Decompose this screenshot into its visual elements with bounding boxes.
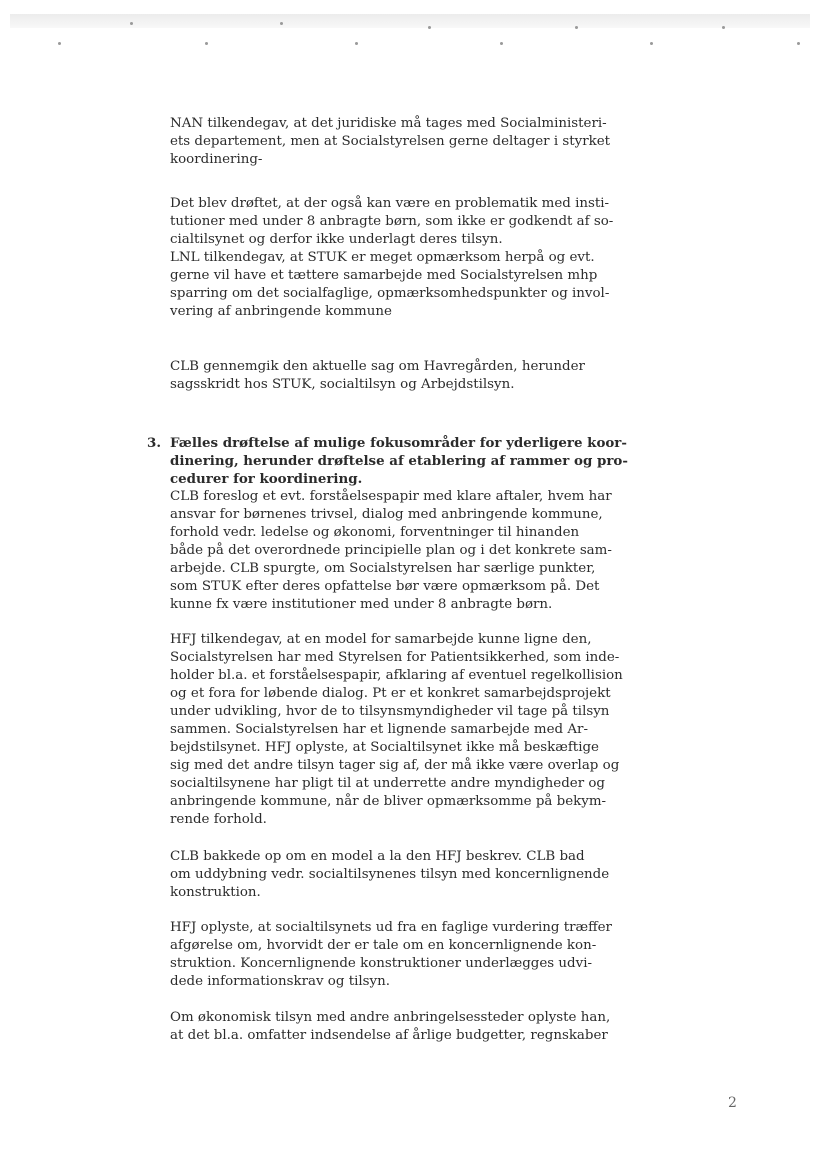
text-line: vering af anbringende kommune xyxy=(170,304,392,319)
section-heading-line: cedurer for koordinering. xyxy=(170,471,363,487)
text-line: tutioner med under 8 anbragte børn, som ikke er godkendt af so- xyxy=(170,214,614,229)
paragraph-institutions xyxy=(170,195,614,321)
section-3 xyxy=(170,434,628,614)
paragraph-clb-support xyxy=(170,848,610,902)
text-line: som STUK efter deres opfattelse bør være opmærksom på. Det xyxy=(170,579,600,594)
text-line: både på det overordnede principielle plan og i det konkrete sam- xyxy=(170,543,612,558)
text-line: CLB bakkede op om en model a la den HFJ beskrev. CLB bad xyxy=(170,849,585,864)
text-line: sig med det andre tilsyn tager sig af, der må ikke være overlap og xyxy=(170,758,620,773)
text-line: sammen. Socialstyrelsen har et lignende samarbejde med Ar- xyxy=(170,722,588,737)
text-line: LNL tilkendegav, at STUK er meget opmærksom herpå og evt. xyxy=(170,250,595,265)
scan-dot xyxy=(722,26,725,29)
text-line: sparring om det socialfaglige, opmærksomhedspunkter og invol- xyxy=(170,286,610,301)
scan-edge-band xyxy=(10,14,810,28)
text-line: ansvar for børnenes trivsel, dialog med anbringende kommune, xyxy=(170,507,603,522)
scan-dot xyxy=(500,42,503,45)
scan-dot xyxy=(355,42,358,45)
scan-dot xyxy=(797,42,800,45)
text-line: rende forhold. xyxy=(170,812,267,827)
text-line: anbringende kommune, når de bliver opmærksomme på bekym- xyxy=(170,794,607,809)
text-line: socialtilsynene har pligt til at underrette andre myndigheder og xyxy=(170,776,605,791)
paragraph-hfj-model xyxy=(170,631,623,829)
text-line: CLB gennemgik den aktuelle sag om Havregården, herunder xyxy=(170,359,585,374)
text-line: holder bl.a. et forståelsespapir, afklaring af eventuel regelkollision xyxy=(170,668,623,683)
text-line: CLB foreslog et evt. forståelsespapir med klare aftaler, hvem har xyxy=(170,489,612,504)
text-line: og et fora for løbende dialog. Pt er et konkret samarbejdsprojekt xyxy=(170,686,611,701)
text-line: cialtilsynet og derfor ikke underlagt deres tilsyn. xyxy=(170,232,503,247)
page-number: 2 xyxy=(728,1095,737,1111)
scan-dot xyxy=(575,26,578,29)
paragraph-nan xyxy=(170,115,611,169)
text-line: arbejde. CLB spurgte, om Socialstyrelsen har særlige punkter, xyxy=(170,561,596,576)
text-line: kunne fx være institutioner med under 8 anbragte børn. xyxy=(170,597,553,612)
text-line: HFJ oplyste, at socialtilsynets ud fra en faglige vurdering træffer xyxy=(170,920,612,935)
section-number: 3. xyxy=(147,435,161,451)
text-line: gerne vil have et tættere samarbejde med Socialstyrelsen mhp xyxy=(170,268,598,283)
text-line: afgørelse om, hvorvidt der er tale om en koncernlignende kon- xyxy=(170,938,597,953)
text-line: om uddybning vedr. socialtilsynenes tilsyn med koncernlignende xyxy=(170,867,610,882)
paragraph-havregaarden xyxy=(170,358,585,394)
text-line: koordinering- xyxy=(170,152,263,167)
scan-dot xyxy=(428,26,431,29)
section-heading-line: Fælles drøftelse af mulige fokusområder for yderligere koor- xyxy=(170,435,627,451)
text-line: NAN tilkendegav, at det juridiske må tages med Socialministeri- xyxy=(170,116,607,131)
scan-dot xyxy=(205,42,208,45)
text-line: under udvikling, hvor de to tilsynsmyndigheder vil tage på tilsyn xyxy=(170,704,610,719)
text-line: sagsskridt hos STUK, socialtilsyn og Arbejdstilsyn. xyxy=(170,377,515,392)
text-line: konstruktion. xyxy=(170,885,261,900)
text-line: bejdstilsynet. HFJ oplyste, at Socialtilsynet ikke må beskæftige xyxy=(170,740,599,755)
paragraph-okonomisk-tilsyn xyxy=(170,1009,611,1045)
text-line: at det bl.a. omfatter indsendelse af årlige budgetter, regnskaber xyxy=(170,1028,608,1043)
text-line: ets departement, men at Socialstyrelsen gerne deltager i styrket xyxy=(170,134,611,149)
text-line: Om økonomisk tilsyn med andre anbringelsessteder oplyste han, xyxy=(170,1010,611,1025)
text-line: Socialstyrelsen har med Styrelsen for Patientsikkerhed, som inde- xyxy=(170,650,620,665)
scan-dot xyxy=(58,42,61,45)
text-line: forhold vedr. ledelse og økonomi, forventninger til hinanden xyxy=(170,525,580,540)
scan-dot xyxy=(280,22,283,25)
scan-dot xyxy=(130,22,133,25)
paragraph-hfj-koncern xyxy=(170,919,612,991)
text-line: dede informationskrav og tilsyn. xyxy=(170,974,390,989)
scan-dot xyxy=(650,42,653,45)
text-line: HFJ tilkendegav, at en model for samarbejde kunne ligne den, xyxy=(170,632,592,647)
section-heading-line: dinering, herunder drøftelse af etablering af rammer og pro- xyxy=(170,453,628,469)
text-line: struktion. Koncernlignende konstruktioner underlægges udvi- xyxy=(170,956,593,971)
text-line: Det blev drøftet, at der også kan være en problematik med insti- xyxy=(170,196,610,211)
